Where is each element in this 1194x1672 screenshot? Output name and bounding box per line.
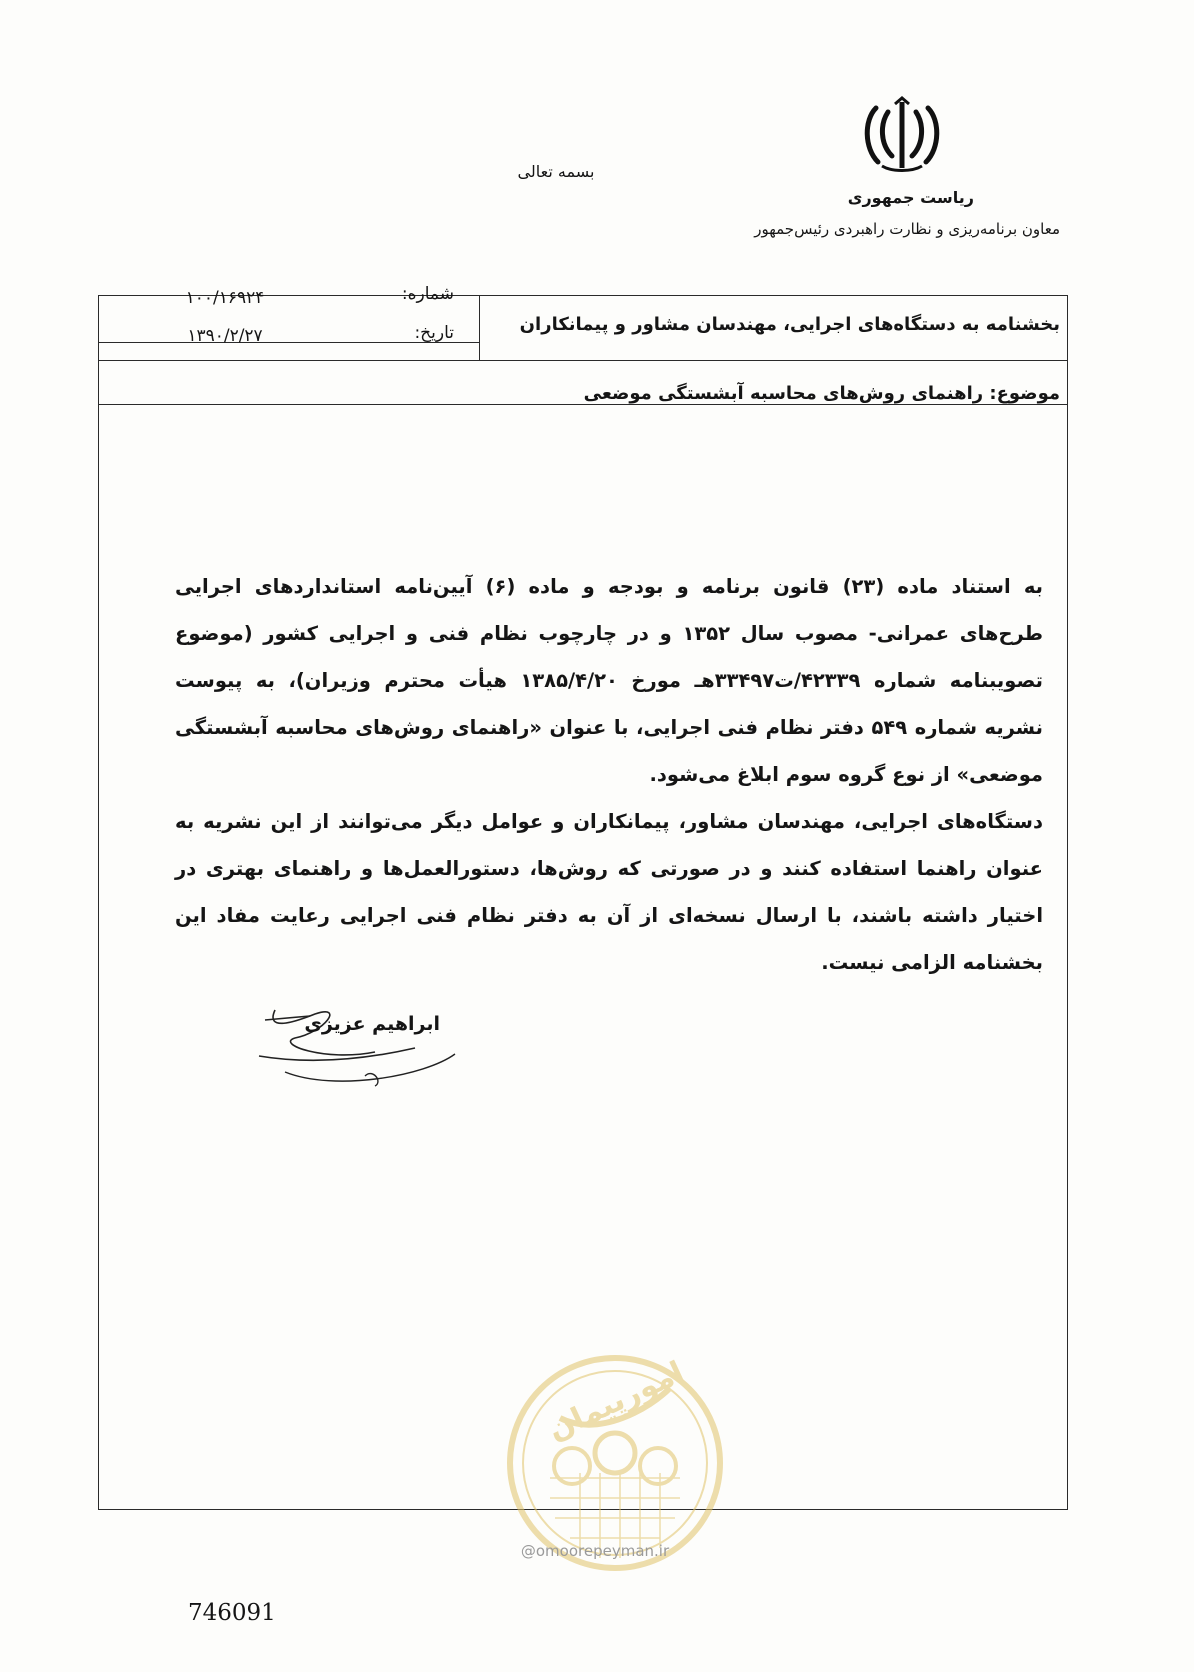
letter-body [175, 563, 1043, 986]
stamp-text: امورپیمان [542, 1354, 690, 1448]
meta-vertical-divider [479, 296, 480, 360]
bismillah-heading: بسمه تعالی [517, 162, 595, 181]
number-label: شماره: [401, 284, 454, 304]
website-watermark: @omoorepeyman.ir [520, 1542, 670, 1560]
deputy-title: معاون برنامه‌ریزی و نظارت راهبردی رئیس‌جمهور [754, 220, 1060, 238]
body-paragraph-2: دستگاه‌های اجرایی، مهندسان مشاور، پیمانکاران و عوامل دیگر می‌توانند از این نشریه به عنوان راهنما استفاده کنند و در صورتی که روش‌ها، دستورالعمل‌ها و راهنمای بهتری در اختیار داشته باشند، با ارسال نسخه‌ای از آن به دفتر نظام فنی اجرایی رعایت مفاد این بخشنامه الزامی نیست. [175, 810, 1043, 974]
handwritten-signature [255, 992, 465, 1092]
iran-emblem-icon [862, 96, 942, 176]
body-paragraph-1-end: » از نوع گروه سوم ابلاغ می‌شود. [649, 763, 970, 786]
subject-line: موضوع: راهنمای روش‌های محاسبه آبشستگی موضعی [583, 383, 1060, 404]
body-paragraph-1 [175, 563, 1043, 798]
date-value: ۱۳۹۰/۲/۲۷ [187, 326, 263, 346]
document-number: 746091 [188, 1600, 276, 1626]
body-paragraph-1-text: به استناد ماده (۲۳) قانون برنامه و بودجه و ماده (۶) آیین‌نامه استانداردهای اجرایی طرح‌های عمرانی- مصوب سال ۱۳۵۲ و در چارچوب نظام فنی و اجرایی کشور (موضوع تصویبنامه شماره ۴۲۳۳۹/ت۳۳۴۹۷هـ مورخ ۱۳۸۵/۴/۲۰ هیأت محترم وزیران)، به پیوست نشریه شماره ۵۴۹ دفتر نظام فنی اجرایی، با عنوان « [175, 575, 1043, 739]
header-divider-1 [99, 360, 1067, 361]
date-label: تاریخ: [414, 323, 454, 343]
number-value: ۱۰۰/۱۶۹۲۴ [185, 288, 265, 308]
header-divider-2 [99, 404, 1067, 405]
publication-title: راهنمای روش‌های محاسبه آبشستگی موضعی [175, 716, 1043, 786]
recipients-line: بخشنامه به دستگاه‌های اجرایی، مهندسان مشاور و پیمانکاران [519, 314, 1060, 335]
presidency-title: ریاست جمهوری [847, 188, 974, 207]
signer-name: ابراهیم عزیزی [304, 1013, 440, 1035]
